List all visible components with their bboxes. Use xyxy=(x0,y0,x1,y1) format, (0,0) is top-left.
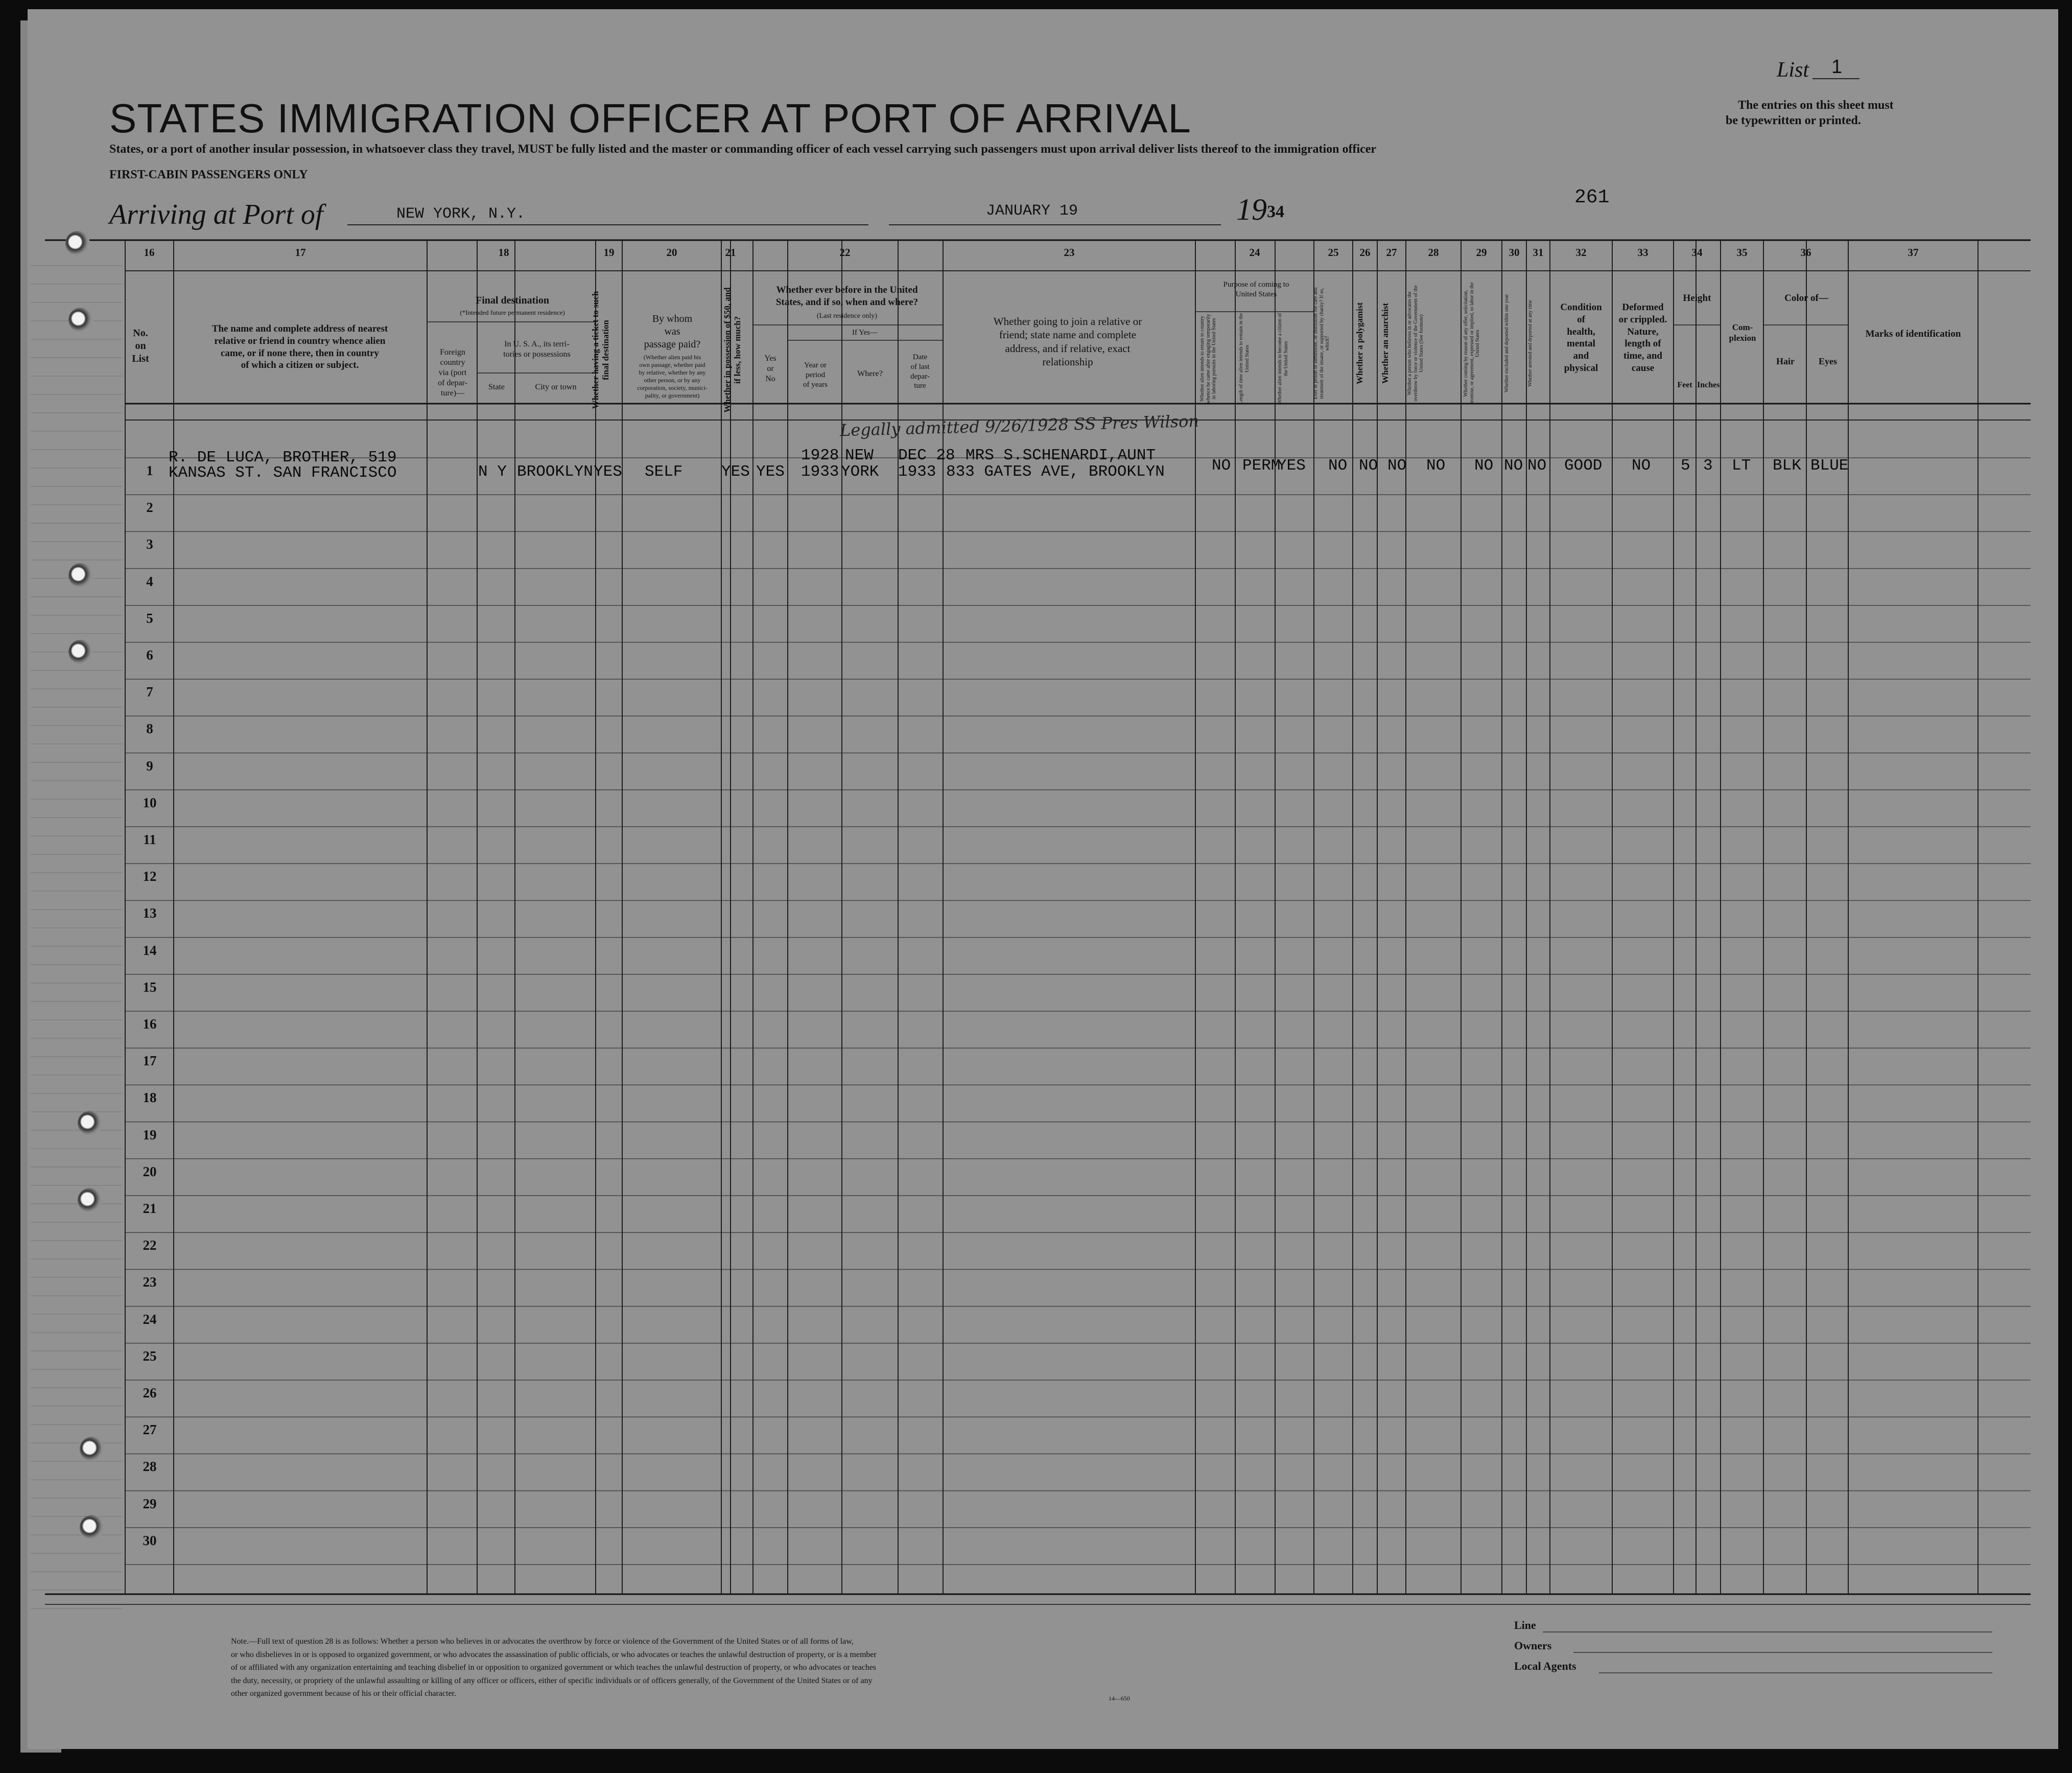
row-number: 9 xyxy=(146,758,153,774)
header-overthrow: Whether a person who believes in or advocates the overthrow by force or violence of the Government of the United States (See footnote) xyxy=(1407,285,1424,402)
header-anarchist: Whether an anarchist xyxy=(1380,302,1390,384)
entry-citizen: YES xyxy=(1277,457,1306,475)
row-number: 7 xyxy=(146,684,153,700)
row-number: 12 xyxy=(143,869,157,884)
row-number: 21 xyxy=(143,1201,157,1216)
header-final-destination-sub: (*Intended future permanent residence) xyxy=(460,309,565,316)
relative-line-2: KANSAS ST. SAN FRANCISCO xyxy=(169,464,397,482)
row-number: 11 xyxy=(143,832,156,847)
entry-where-2: YORK xyxy=(841,463,879,481)
entry-labor-offer: NO xyxy=(1474,457,1494,475)
date-value: JANUARY 19 xyxy=(986,202,1078,220)
entry-join-2: 833 GATES AVE, BROOKLYN xyxy=(946,463,1165,481)
year-suffix: 34 xyxy=(1267,202,1284,221)
header-yes-no: Yes or No xyxy=(764,354,776,383)
punch-hole xyxy=(68,308,93,332)
owners-label: Owners xyxy=(1514,1639,1552,1652)
row-number: 26 xyxy=(143,1385,157,1401)
column-number: 34 xyxy=(1691,246,1703,259)
header-year: Year or period of years xyxy=(803,361,828,389)
column-number: 33 xyxy=(1637,246,1649,259)
row-number: 1 xyxy=(146,463,153,478)
port-value: NEW YORK, N.Y. xyxy=(396,205,526,223)
punch-hole xyxy=(80,1515,104,1539)
column-number: 30 xyxy=(1509,246,1520,259)
year-prefix: 19 xyxy=(1236,193,1267,226)
row-number: 28 xyxy=(143,1459,157,1475)
header-excluded: Whether excluded and deported within one year xyxy=(1504,294,1510,393)
list-label: List xyxy=(1777,58,1809,82)
header-passage-paid-sub: (Whether alien paid his own passage, whether paid by relative, whether by any other person, or by any corporation, society, munici- pality, or government) xyxy=(637,354,708,399)
entry-polygamist: NO xyxy=(1359,457,1378,475)
header-feet: Feet xyxy=(1677,381,1692,389)
entry-feet: 5 xyxy=(1681,457,1690,475)
header-marks: Marks of identification xyxy=(1865,329,1961,339)
header-city: City or town xyxy=(535,383,577,391)
entry-inches: 3 xyxy=(1703,457,1713,475)
header-nearest-relative: The name and complete address of nearest relative or friend in country whence alien came, or if none there, then in country of which a citizen or subject. xyxy=(211,323,388,371)
entry-return-intent: NO xyxy=(1212,457,1231,475)
header-foreign-country: Foreign country via (port of depar- ture)— xyxy=(438,348,467,398)
column-number: 36 xyxy=(1800,246,1811,259)
header-health: Condition of health, mental and physical xyxy=(1560,302,1602,374)
entry-overthrow: NO xyxy=(1426,457,1446,475)
entry-city: BROOKLYN xyxy=(517,463,593,481)
header-purpose: Purpose of coming to United States xyxy=(1223,281,1289,298)
row-number: 22 xyxy=(143,1238,157,1253)
header-inches: Inches xyxy=(1697,381,1720,389)
header-hair: Hair xyxy=(1776,356,1795,366)
row-number: 17 xyxy=(143,1053,157,1069)
header-return-intent: Whether alien intends to return to country whence he came after engaging temporarily in laboring pursuits in the United States xyxy=(1199,314,1217,404)
subtitle: States, or a port of another insular possession, in whatsoever class they travel, MUST be fully listed and the master or commanding officer of each vessel carrying such passengers must upon arrival deliver lists thereof to the immigration officer xyxy=(109,143,1377,155)
entry-date-1: DEC 28 xyxy=(898,447,955,464)
punch-hole xyxy=(78,1188,102,1212)
entry-complexion: LT xyxy=(1732,457,1751,475)
list-number: 1 xyxy=(1831,56,1843,78)
column-number: 26 xyxy=(1359,246,1371,259)
row-number: 24 xyxy=(143,1311,157,1327)
column-number: 24 xyxy=(1249,246,1260,259)
entry-length-stay: PERM xyxy=(1242,457,1281,475)
row-number: 4 xyxy=(146,573,153,589)
row-number: 25 xyxy=(143,1348,157,1364)
row-number: 23 xyxy=(143,1274,157,1290)
header-ticket: Whether having a ticket to such final destination xyxy=(591,291,610,409)
row-number: 27 xyxy=(143,1422,157,1438)
column-number: 31 xyxy=(1533,246,1544,259)
column-number: 25 xyxy=(1328,246,1339,259)
header-ever-in-us-sub: (Last residence only) xyxy=(816,312,878,320)
header-join-relative: Whether going to join a relative or friend; state name and complete address, and if relative, exact relationship xyxy=(993,315,1142,368)
row-number: 18 xyxy=(143,1090,157,1106)
header-fifty-dollars: Whether in possession of $50, and if less, how much? xyxy=(722,287,742,413)
stamp-number: 261 xyxy=(1574,186,1610,208)
header-polygamist: Whether a polygamist xyxy=(1355,302,1364,385)
row-number: 10 xyxy=(143,795,157,810)
header-state: State xyxy=(488,383,505,391)
column-number: 28 xyxy=(1428,246,1439,259)
punch-hole xyxy=(78,1111,102,1135)
row-number: 6 xyxy=(146,647,153,663)
entry-state: N Y xyxy=(478,463,507,481)
header-labor-offer: Whether coming by reason of any offer, solicitation, promise, or agreement, expressed or implied, to labor in the United States xyxy=(1463,282,1480,405)
column-number: 29 xyxy=(1476,246,1487,259)
entry-join-1: MRS S.SCHENARDI,AUNT xyxy=(966,447,1156,464)
row-number: 3 xyxy=(146,536,153,552)
column-number: 21 xyxy=(725,246,736,259)
header-last-departure: Date of last depar- ture xyxy=(910,353,930,390)
page-title: STATES IMMIGRATION OFFICER AT PORT OF ARRIVAL xyxy=(109,96,1191,141)
header-deported: Whether arrested and deported at any time xyxy=(1527,300,1533,387)
entry-ever-in-us: YES xyxy=(756,463,785,481)
row-number: 16 xyxy=(143,1016,157,1032)
header-if-yes: If Yes— xyxy=(852,329,878,337)
entry-deported: NO xyxy=(1527,457,1547,475)
row-number: 20 xyxy=(143,1163,157,1179)
header-in-usa: In U. S. A., its terri- tories or possessions xyxy=(503,340,571,359)
footnote-question-28: Note.—Full text of question 28 is as follows: Whether a person who believes in or advocates the overthrow by force or violence of the Government of the United States or of all forms of law, or who disbelieves in or is opposed to organized government, or who advocates the assassination of public officials, or who advocates or teaches the unlawful destruction of property, or is a member of or affiliated with any organization entertaining and teaching disbelief in or opposition to organized government or which teaches the unlawful destruction of property, or who advocates or teaches the duty, necessity, or propriety of the unlawful assaulting or killing of any officer or officers, either of specific individuals or of officers generally, of the Government of the United States or of any other organized government because of his or their official character. xyxy=(231,1637,877,1698)
column-number: 18 xyxy=(498,246,509,259)
header-where: Where? xyxy=(857,369,883,378)
row-number: 8 xyxy=(146,721,153,737)
entry-year-2: 1933 xyxy=(801,463,839,481)
column-number: 16 xyxy=(144,246,155,259)
entry-year-1: 1928 xyxy=(801,447,839,464)
column-number: 37 xyxy=(1908,246,1919,259)
instruction-line-2: be typewritten or printed. xyxy=(1726,114,1861,127)
row-number: 2 xyxy=(146,500,153,516)
column-number: 32 xyxy=(1575,246,1587,259)
entry-excluded: NO xyxy=(1504,457,1523,475)
row-number: 5 xyxy=(146,610,153,626)
entry-prison: NO xyxy=(1328,457,1348,475)
row-number: 30 xyxy=(143,1532,157,1548)
row-number: 14 xyxy=(143,942,157,958)
arriving-label: Arriving at Port of xyxy=(109,199,323,230)
punch-hole xyxy=(68,563,93,588)
column-number: 23 xyxy=(1064,246,1075,259)
entry-anarchist: NO xyxy=(1387,457,1407,475)
header-color-of: Color of— xyxy=(1784,293,1828,304)
line-label: Line xyxy=(1514,1619,1536,1631)
entry-date-2: 1933 xyxy=(898,463,936,481)
class-line: FIRST-CABIN PASSENGERS ONLY xyxy=(109,168,308,181)
header-final-destination: Final destination xyxy=(476,295,549,306)
column-number: 19 xyxy=(603,246,615,259)
column-number: 20 xyxy=(666,246,677,259)
column-number: 22 xyxy=(839,246,851,259)
punch-hole xyxy=(80,1437,104,1461)
handwritten-admission-note: Legally admitted 9/26/1928 SS Pres Wilson xyxy=(839,411,1199,440)
column-number: 35 xyxy=(1736,246,1748,259)
column-number: 17 xyxy=(295,246,306,259)
row-number: 19 xyxy=(143,1127,157,1142)
header-eyes: Eyes xyxy=(1819,356,1837,366)
entry-deformed: NO xyxy=(1632,457,1651,475)
entry-fifty-dollars: YES xyxy=(721,463,750,481)
header-ever-in-us: Whether ever before in the United States, and if so, when and where? xyxy=(775,285,919,308)
entry-eyes: BLUE xyxy=(1810,457,1849,475)
row-number: 13 xyxy=(143,905,157,921)
header-passage-paid: By whom was passage paid? xyxy=(644,313,701,350)
header-complexion: Com- plexion xyxy=(1729,322,1756,343)
entry-ticket: YES xyxy=(594,463,622,481)
entry-health: GOOD xyxy=(1564,457,1603,475)
form-number: 14—650 xyxy=(1109,1695,1130,1702)
relative-line-1: R. DE LUCA, BROTHER, 519 xyxy=(169,449,397,466)
header-citizen-intent: Whether alien intends to become a citizen of the United States xyxy=(1277,313,1289,405)
column-number: 27 xyxy=(1386,246,1397,259)
entry-where-1: NEW xyxy=(845,447,874,464)
entry-hair: BLK xyxy=(1773,457,1801,475)
row-number: 15 xyxy=(143,979,157,995)
header-deformed: Deformed or crippled. Nature, length of time, and cause xyxy=(1618,302,1667,374)
header-height: Height xyxy=(1683,293,1711,304)
row-number: 29 xyxy=(143,1496,157,1511)
entry-passage-paid: SELF xyxy=(645,463,683,481)
header-no-on-list: No. on List xyxy=(132,328,149,364)
local-agents-label: Local Agents xyxy=(1514,1660,1576,1672)
header-prison: Ever in prison or almshouse, or institution for care and treatment of the insane, or supported by charity? If so, which? xyxy=(1313,287,1330,400)
header-length-stay: Length of time alien intends to remain in the United States xyxy=(1238,313,1250,405)
instruction-line-1: The entries on this sheet must xyxy=(1738,99,1894,112)
punch-hole xyxy=(68,640,93,664)
